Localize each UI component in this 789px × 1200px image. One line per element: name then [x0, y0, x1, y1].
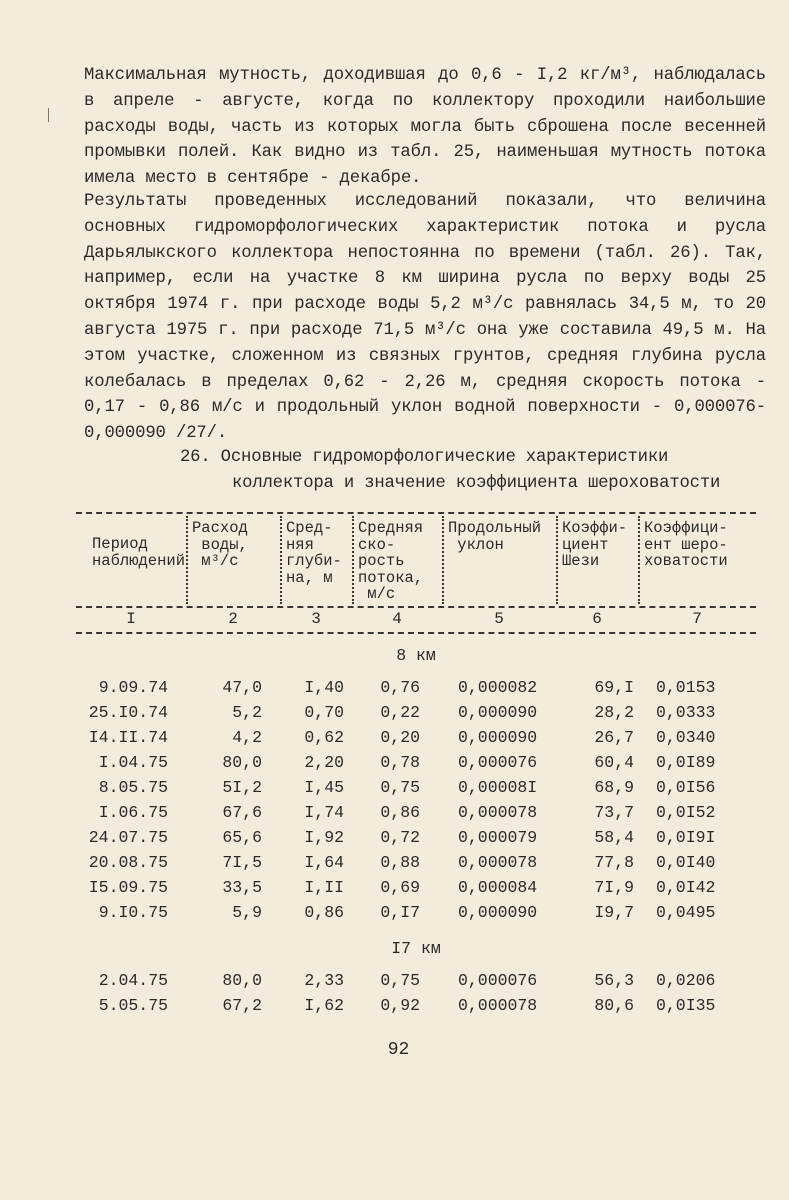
- cell-depth: I,62: [304, 996, 344, 1015]
- cell-chezy: 68,9: [594, 778, 634, 797]
- cell-velocity: 0,I7: [380, 903, 420, 922]
- column-number: 6: [592, 610, 602, 628]
- cell-slope: 0,000076: [458, 753, 538, 772]
- table-row: [76, 903, 756, 927]
- cell-discharge: 80,0: [222, 971, 262, 990]
- cell-discharge: 80,0: [222, 753, 262, 772]
- table-row: [76, 753, 756, 777]
- cell-velocity: 0,88: [380, 853, 420, 872]
- table-row: [76, 853, 756, 877]
- column-number: 3: [311, 610, 321, 628]
- cell-roughness: 0,0340: [656, 728, 716, 747]
- table-row: [76, 971, 756, 995]
- cell-velocity: 0,75: [380, 778, 420, 797]
- header-separator: [280, 516, 282, 604]
- cell-discharge: 47,0: [222, 678, 262, 697]
- cell-roughness: 0,0I42: [656, 878, 716, 897]
- header-separator: [556, 516, 558, 604]
- cell-slope: 0,000078: [458, 803, 538, 822]
- cell-roughness: 0,0I56: [656, 778, 716, 797]
- cell-velocity: 0,22: [380, 703, 420, 722]
- cell-discharge: 7I,5: [222, 853, 262, 872]
- cell-roughness: 0,0206: [656, 971, 716, 990]
- header-chezy: Коэффи- циент Шези: [562, 519, 628, 570]
- cell-roughness: 0,0I40: [656, 853, 716, 872]
- cell-slope: 0,000084: [458, 878, 538, 897]
- header-separator: [442, 516, 444, 604]
- header-discharge: Расход воды, м³/с: [192, 519, 248, 570]
- cell-discharge: 67,6: [222, 803, 262, 822]
- cell-period: 25.I0.74: [88, 703, 168, 722]
- cell-roughness: 0,0495: [656, 903, 716, 922]
- section-title: 8 км: [396, 646, 436, 665]
- cell-discharge: 5I,2: [222, 778, 262, 797]
- cell-period: 8.05.75: [98, 778, 168, 797]
- cell-depth: I,45: [304, 778, 344, 797]
- margin-mark: [48, 108, 49, 122]
- column-number: 5: [494, 610, 504, 628]
- cell-depth: 0,86: [304, 903, 344, 922]
- cell-velocity: 0,78: [380, 753, 420, 772]
- cell-velocity: 0,69: [380, 878, 420, 897]
- cell-period: I5.09.75: [88, 878, 168, 897]
- column-number: 2: [228, 610, 238, 628]
- cell-chezy: 60,4: [594, 753, 634, 772]
- table-row: [76, 828, 756, 852]
- cell-velocity: 0,86: [380, 803, 420, 822]
- cell-chezy: 69,I: [594, 678, 634, 697]
- cell-slope: 0,00008I: [458, 778, 538, 797]
- cell-depth: I,74: [304, 803, 344, 822]
- cell-chezy: 56,3: [594, 971, 634, 990]
- cell-depth: I,64: [304, 853, 344, 872]
- cell-chezy: 73,7: [594, 803, 634, 822]
- cell-discharge: 4,2: [232, 728, 262, 747]
- cell-discharge: 65,6: [222, 828, 262, 847]
- table-row: [76, 996, 756, 1020]
- cell-velocity: 0,72: [380, 828, 420, 847]
- cell-period: 20.08.75: [88, 853, 168, 872]
- header-period: Период наблюдений: [92, 535, 186, 570]
- cell-period: 5.05.75: [98, 996, 168, 1015]
- column-numbers-row: [76, 608, 756, 632]
- column-number: 7: [692, 610, 702, 628]
- cell-chezy: 77,8: [594, 853, 634, 872]
- cell-velocity: 0,20: [380, 728, 420, 747]
- table-caption-line2: коллектора и значение коэффициента шероховатости: [232, 473, 721, 493]
- cell-discharge: 33,5: [222, 878, 262, 897]
- cell-period: I4.II.74: [88, 728, 168, 747]
- table-row: [76, 803, 756, 827]
- table-caption-line1: 26. Основные гидроморфологические характеристики: [180, 448, 669, 467]
- cell-roughness: 0,0I9I: [656, 828, 716, 847]
- table-row: [76, 703, 756, 727]
- cell-period: 2.04.75: [98, 971, 168, 990]
- paragraph-turbidity: Максимальная мутность, доходившая до 0,6 - I,2 кг/м³, наблюдалась в апреле - августе, когда по коллектору проходили наибольшие расходы воды, часть из которых могла быть сброшена после весенней промывки полей. Как видно из табл. 25, наименьшая мутность потока имела место в сентябре - декабре.: [84, 66, 766, 189]
- cell-chezy: 58,4: [594, 828, 634, 847]
- cell-slope: 0,000078: [458, 853, 538, 872]
- cell-slope: 0,000090: [458, 728, 538, 747]
- cell-chezy: 28,2: [594, 703, 634, 722]
- cell-depth: 2,20: [304, 753, 344, 772]
- cell-roughness: 0,0I35: [656, 996, 716, 1015]
- column-numbers-rule: [76, 632, 756, 634]
- table-header: [76, 514, 756, 606]
- header-separator: [352, 516, 354, 604]
- cell-depth: I,40: [304, 678, 344, 697]
- cell-slope: 0,000090: [458, 703, 538, 722]
- table-row: [76, 678, 756, 702]
- section-title: I7 км: [391, 939, 441, 958]
- cell-discharge: 5,2: [232, 703, 262, 722]
- table-caption: [180, 445, 770, 496]
- cell-roughness: 0,0333: [656, 703, 716, 722]
- cell-roughness: 0,0I89: [656, 753, 716, 772]
- cell-depth: I,II: [304, 878, 344, 897]
- cell-period: I.06.75: [98, 803, 168, 822]
- cell-roughness: 0,0153: [656, 678, 716, 697]
- cell-period: 9.I0.75: [98, 903, 168, 922]
- hydromorphology-table: [76, 512, 756, 1015]
- cell-period: I.04.75: [98, 753, 168, 772]
- header-slope: Продольный уклон: [448, 519, 542, 554]
- cell-depth: 2,33: [304, 971, 344, 990]
- cell-roughness: 0,0I52: [656, 803, 716, 822]
- cell-slope: 0,000090: [458, 903, 538, 922]
- cell-discharge: 5,9: [232, 903, 262, 922]
- cell-slope: 0,000079: [458, 828, 538, 847]
- header-roughness: Коэффици- ент шеро- ховатости: [644, 519, 728, 570]
- cell-depth: 0,70: [304, 703, 344, 722]
- cell-chezy: I9,7: [594, 903, 634, 922]
- column-number: 4: [392, 610, 402, 628]
- paragraph-results: Результаты проведенных исследований показали, что величина основных гидроморфологических характеристик потока и русла Дарьялыкского коллектора непостоянна по времени (табл. 26). Так, например, если на участке 8 км ширина русла по верху воды 25 октября 1974 г. при расходе воды 5,2 м³/с равнялась 34,5 м, то 20 августа 1975 г. при расходе 71,5 м³/с она уже составила 49,5 м. На этом участке, сложенном из связных грунтов, средняя глубина русла колебалась в пределах 0,62 - 2,26 м, средняя скорость потока - 0,17 - 0,86 м/с и продольный уклон водной поверхности - 0,000076-0,000090 /27/.: [84, 192, 766, 444]
- cell-depth: I,92: [304, 828, 344, 847]
- cell-velocity: 0,76: [380, 678, 420, 697]
- cell-period: 24.07.75: [88, 828, 168, 847]
- table-row: [76, 728, 756, 752]
- cell-slope: 0,000078: [458, 996, 538, 1015]
- header-separator: [638, 516, 640, 604]
- header-separator: [186, 516, 188, 604]
- cell-slope: 0,000082: [458, 678, 538, 697]
- column-number: I: [126, 610, 136, 628]
- cell-chezy: 7I,9: [594, 878, 634, 897]
- cell-depth: 0,62: [304, 728, 344, 747]
- cell-discharge: 67,2: [222, 996, 262, 1015]
- cell-chezy: 26,7: [594, 728, 634, 747]
- cell-slope: 0,000076: [458, 971, 538, 990]
- table-row: [76, 778, 756, 802]
- table-row: [76, 878, 756, 902]
- cell-velocity: 0,92: [380, 996, 420, 1015]
- page-number: 92: [387, 1040, 410, 1060]
- header-velocity: Средняя ско- рость потока, м/с: [358, 519, 424, 603]
- cell-chezy: 80,6: [594, 996, 634, 1015]
- header-depth: Сред- няя глуби- на, м: [286, 519, 342, 587]
- cell-velocity: 0,75: [380, 971, 420, 990]
- cell-period: 9.09.74: [98, 678, 168, 697]
